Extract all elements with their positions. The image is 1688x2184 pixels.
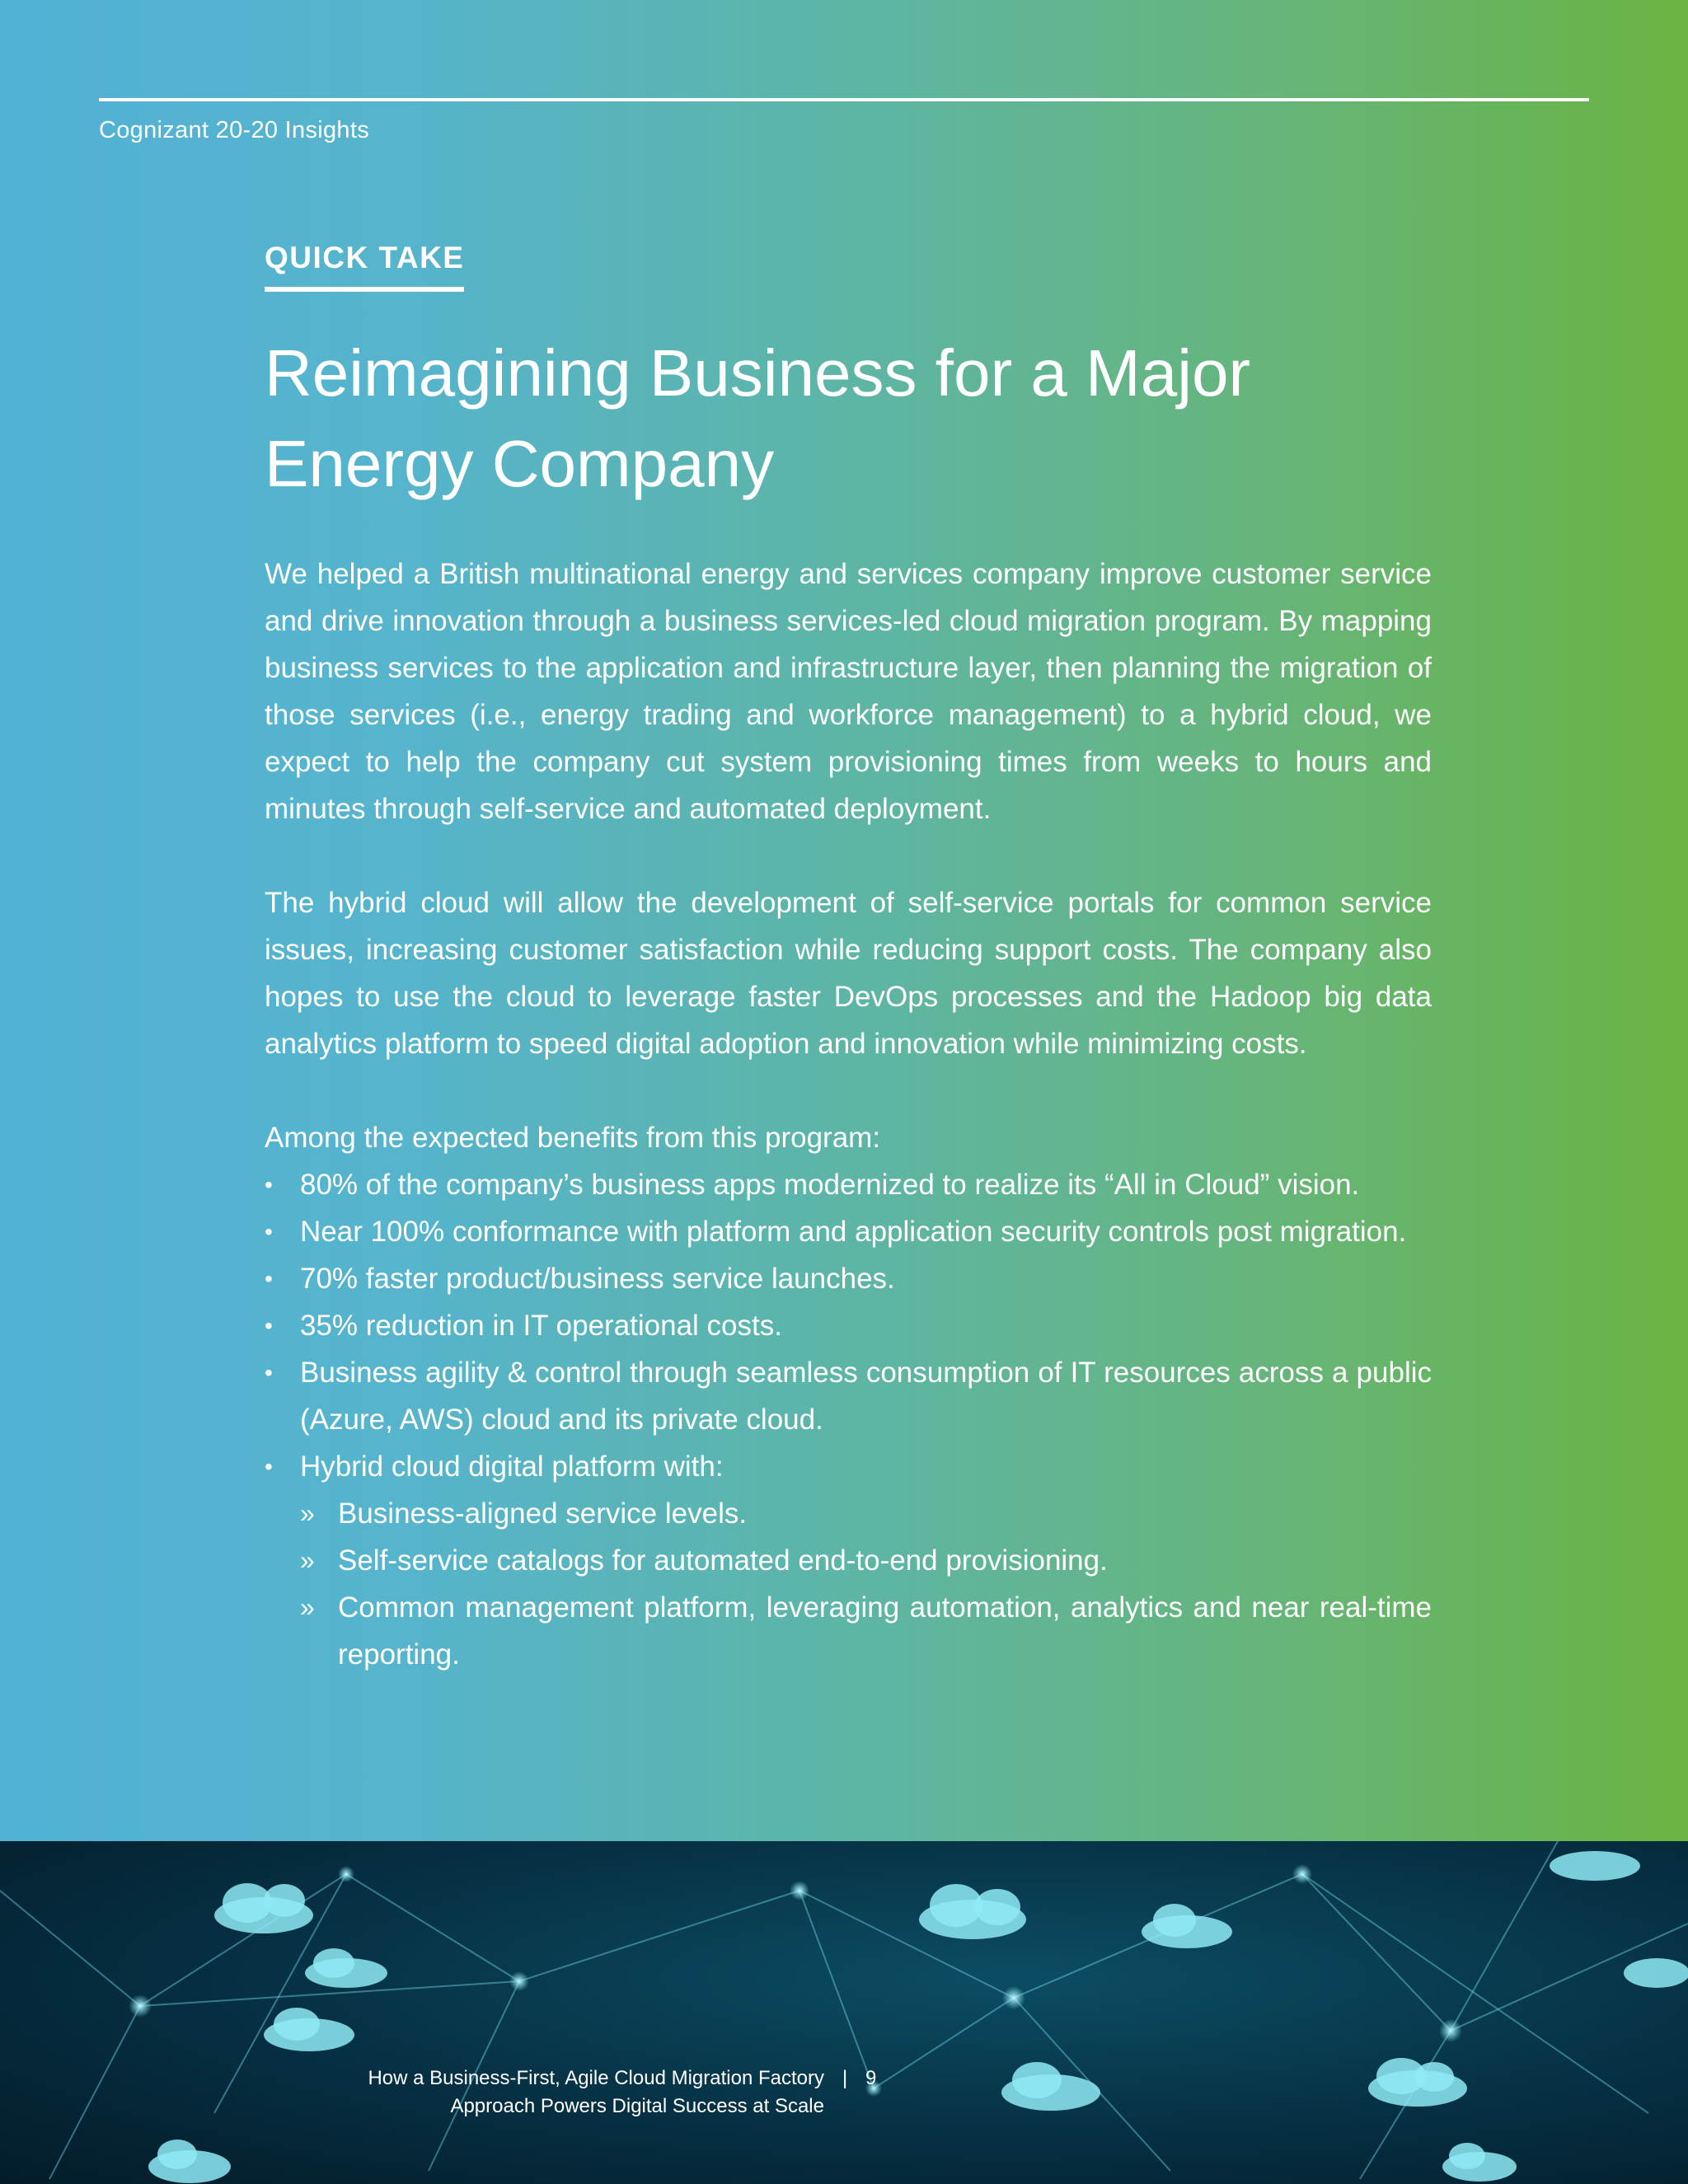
bullet-icon: • [265,1172,273,1197]
quick-take-article [265,241,1432,1678]
list-item [265,1302,1432,1349]
footer-separator: | [842,2067,848,2089]
list-item [265,1349,1432,1443]
footer-report-title [247,2064,824,2121]
footer-title-line: Approach Powers Digital Success at Scale [450,2095,824,2117]
list-item [265,1161,1432,1208]
chevron-bullet-icon: » [300,1592,315,1622]
sub-list-item [300,1584,1432,1678]
sub-list-item [300,1490,1432,1537]
list-item-text: Hybrid cloud digital platform with: [300,1451,724,1483]
bullet-icon: • [265,1266,273,1291]
sub-list-item-text: Self-service catalogs for automated end-to-end provisioning. [338,1544,1108,1577]
list-item [265,1208,1432,1255]
benefits-list [265,1161,1432,1678]
header-rule [99,98,1589,101]
cloud-network-image [0,1841,1688,2184]
list-item-text: Near 100% conformance with platform and application security controls post migration. [300,1216,1407,1248]
sub-list-item [300,1537,1432,1584]
cloud-network-illustration [0,1841,1688,2184]
section-kicker: QUICK TAKE [265,241,464,292]
bullet-icon: • [265,1219,273,1244]
list-item-text: 80% of the company’s business apps modernized to realize its “All in Cloud” vision. [300,1169,1360,1201]
article-title: Reimagining Business for a Major Energy Company [265,336,1251,500]
list-item-text: 70% faster product/business service launches. [300,1263,895,1295]
sub-benefits-list [300,1490,1432,1678]
body-paragraph: The hybrid cloud will allow the development of self-service portals for common service issues, increasing customer satisfaction while reducing support costs. The company also hopes to use the cloud to leverage faster DevOps processes and the Hadoop big data analytics platform to speed digital adoption and innovation while minimizing costs. [265,887,1432,1060]
sub-list-item-text: Business-aligned service levels. [338,1497,748,1530]
bullet-icon: • [265,1313,273,1338]
publication-label: Cognizant 20-20 Insights [99,117,370,143]
list-item-text: 35% reduction in IT operational costs. [300,1310,782,1342]
list-item [265,1255,1432,1302]
chevron-bullet-icon: » [300,1498,315,1528]
page-number: 9 [865,2067,877,2089]
body-paragraph: We helped a British multinational energy and services company improve customer service and drive innovation through a business services-led cloud migration program. By mapping business services to the application and infrastructure layer, then planning the migration of those services (i.e., energy trading and workforce management) to a hybrid cloud, we expect to help the company cut system provisioning times from weeks to hours and minutes through self-service and automated deployment. [265,558,1432,825]
list-item [265,1443,1432,1678]
chevron-bullet-icon: » [300,1545,315,1575]
bullet-icon: • [265,1454,273,1479]
sub-list-item-text: Common management platform, leveraging automation, analytics and near real-time reporting. [338,1591,1432,1671]
footer-title-line: How a Business-First, Agile Cloud Migration Factory [368,2067,824,2089]
list-item-text: Business agility & control through seamless consumption of IT resources across a public (Azure, AWS) cloud and its private cloud. [300,1357,1432,1436]
bullet-icon: • [265,1360,273,1385]
benefits-intro: Among the expected benefits from this program: [265,1122,881,1154]
